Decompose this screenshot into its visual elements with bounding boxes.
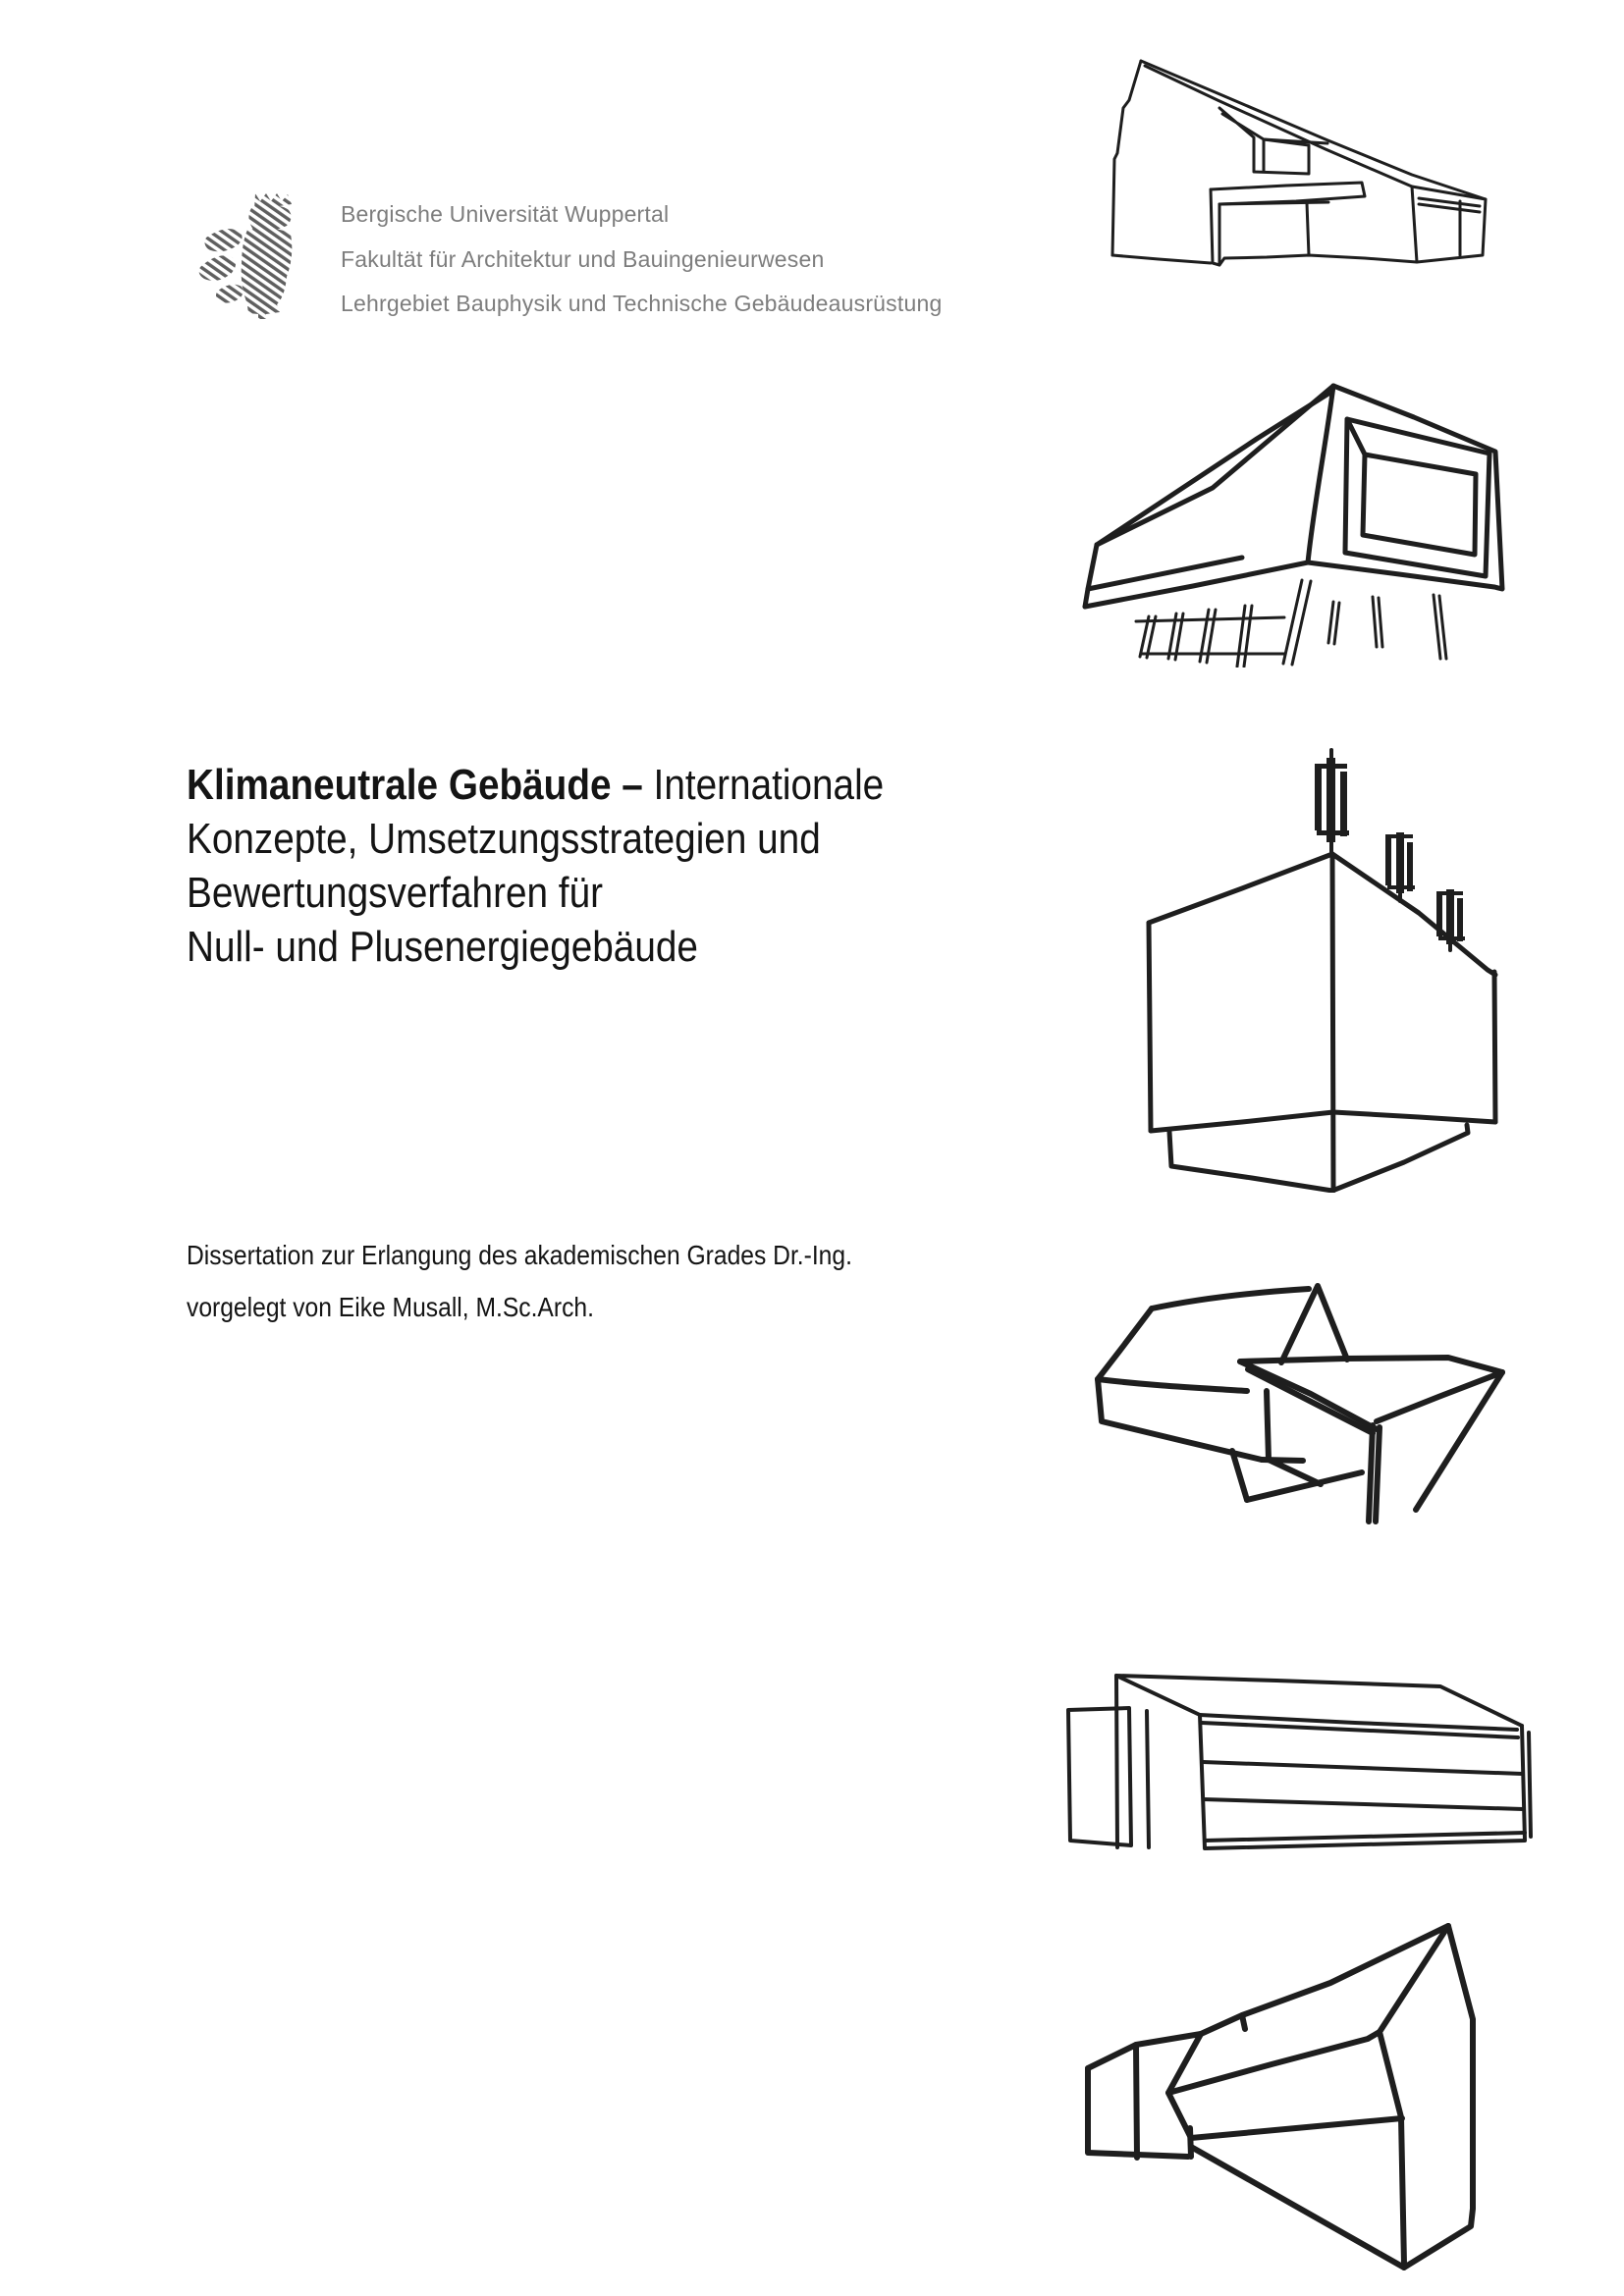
header-line-university: Bergische Universität Wuppertal: [341, 201, 670, 227]
sketch-monopitch-house: [1100, 49, 1492, 280]
wind-turbine-icon: [1436, 889, 1465, 944]
dissertation-line-1: Dissertation zur Erlangung des akademischen Grades Dr.-Ing.: [187, 1240, 852, 1270]
slab-building-drawing: [1060, 1664, 1542, 1860]
sketch-box-on-stilts: [1075, 378, 1517, 667]
header-block: [341, 192, 942, 327]
monopitch-house-drawing: [1100, 49, 1492, 280]
sketch-cube-with-turbines: [1134, 736, 1517, 1193]
funnel-building-drawing: [1075, 1914, 1497, 2272]
box-on-stilts-drawing: [1075, 378, 1517, 667]
wind-turbine-icon: [1315, 758, 1349, 842]
wing-roof-building-drawing: [1085, 1276, 1517, 1541]
title-line-1: [187, 758, 1051, 812]
title-line-3: Bewertungsverfahren für: [187, 869, 603, 917]
header-line-faculty: Fakultät für Architektur und Bauingenieurwesen: [341, 245, 825, 272]
wind-turbine-icon: [1385, 832, 1415, 893]
title-line-2: Konzepte, Umsetzungsstrategien und: [187, 815, 821, 863]
dissertation-block: [187, 1229, 1051, 1333]
cube-with-turbines-drawing: [1134, 736, 1517, 1193]
title-regular-part: Internationale: [653, 761, 885, 809]
sketch-wing-roof-building: [1085, 1276, 1517, 1541]
sketch-slab-building: [1060, 1664, 1542, 1860]
buw-lion-icon: [196, 190, 307, 321]
title-bold-part: Klimaneutrale Gebäude –: [187, 761, 654, 809]
sketch-funnel-building: [1075, 1914, 1497, 2272]
dissertation-line-2: vorgelegt von Eike Musall, M.Sc.Arch.: [187, 1292, 594, 1322]
header-line-chair: Lehrgebiet Bauphysik und Technische Gebäudeausrüstung: [341, 291, 943, 316]
university-logo: [196, 190, 307, 321]
title-block: [187, 758, 1051, 974]
title-line-4: Null- und Plusenergiegebäude: [187, 923, 698, 971]
